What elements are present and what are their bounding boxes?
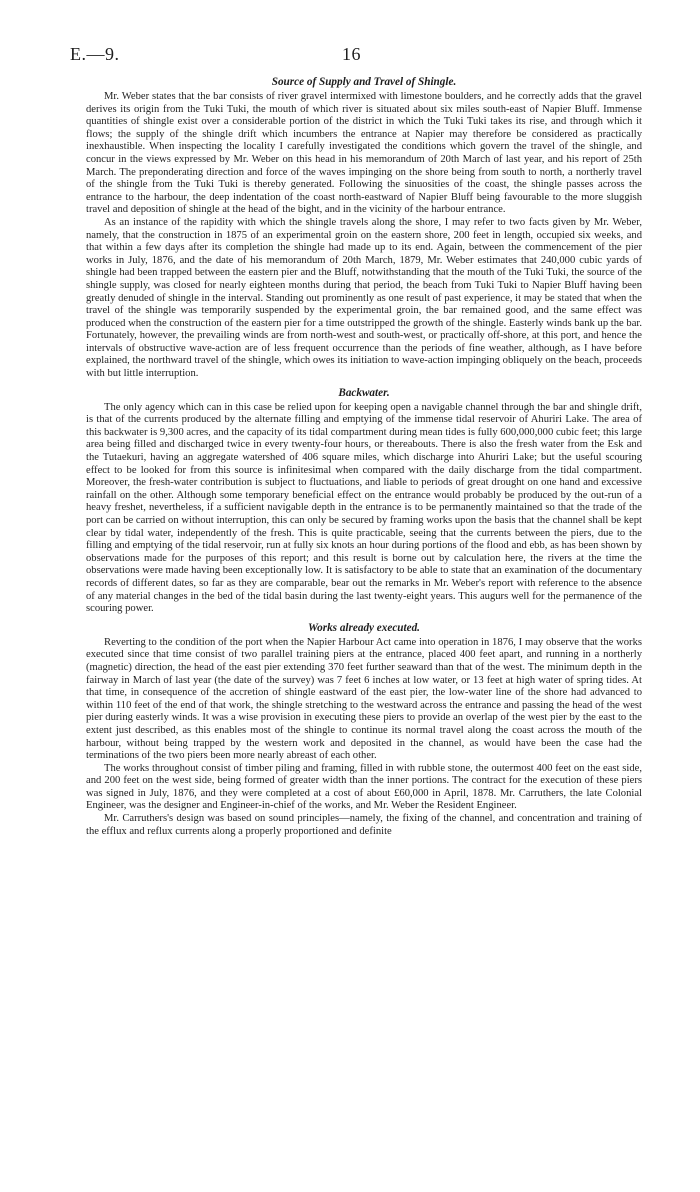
section-heading: Backwater. [338,386,390,399]
page-number: 16 [342,44,361,64]
section-heading: Source of Supply and Travel of Shingle. [271,76,457,88]
body-paragraph: Mr. Carruthers's design was based on sound principles—namely, the fixing of the channel, and concentration and training of the efflux and reflux currents along a properly proportioned and definite [86,813,642,837]
body-paragraph: The only agency which can in this case be relied upon for keeping open a navigable channel through the bar and shingle drift, is that of the currents produced by the alternate filling and emptying of the immense tidal reservoir of Ahuriri Lake. The area of this backwater is 9,300 acres, and the capacity of its tidal compartment during mean tides is fully 600,000,000 cubic feet; this large area being filled and discharged twice in every twenty-four hours, or thereabouts. There is also the fresh water from the Esk and the Tutaekuri, having an aggregate watershed of 406 square miles, which discharge into Ahuriri Lake; but the useful scouring effect to be looked for from this source is infinitesimal when compared with the daily discharge from the tidal compartment. Moreover, the fresh-water contribution is subject to fluctuations, and liable to periods of great drought on one hand and excessive rainfall on the other. Although some temporary beneficial effect on the entrance would probably be produced by the out-run of a heavy freshet, nevertheless, if a sufficient navigable depth in the entrance is to be permanently maintained so that the trade of the port can be carried on without interruption, this can only be secured by framing works upon the basis that the channel shall be kept clear by tidal water, independently of the fresh. This is quite practicable, seeing that the currents between the piers, due to the filling and emptying of the tidal reservoir, run at fully six knots an hour during portions of the flood and ebb, as has been shown by observations made for the purposes of this report; and this result is borne out by calculation here, the rivers at the time the observations were made having been exceptionally low. It is satisfactory to be able to state that an examination of the documentary records of different dates, so far as they are comparable, bear out the remarks in Mr. Weber's report with reference to the absence of any material changes in the bed of the tidal basin during the last twenty-eight years. This augurs well for the permanence of the scouring power. [86,401,642,615]
section-works-executed [86,622,642,839]
body-paragraph: As an instance of the rapidity with which the shingle travels along the shore, I may refer to two facts given by Mr. Weber, namely, that the construction in 1875 of an experimental groin on the eastern shore, 200 feet in length, occupied six weeks, and that within a few days after its completion the shingle had made up to its end. Again, between the commencement of the pier works in July, 1876, and the date of his memorandum of 20th March, 1879, Mr. Weber estimates that 240,000 cubic yards of shingle had been trapped between the eastern pier and the Bluff, notwithstanding that the mouth of the Tuki Tuki, the source of the shingle supply, was closed for nearly eighteen months during that period, the beach from Tuki Tuki to Napier Bluff having been greatly denuded of shingle in the interval. Standing out prominently as one result of past experience, it may be stated that when the travel of the shingle was temporarily suspended by the experimental groin, the bar remained good, and the same effect was produced when the construction of the eastern pier for a time outstripped the growth of the shingle. Easterly winds bank up the bar. Fortunately, however, the prevailing winds are from north-west and south-west, or practically off-shore, at this port, and hence the intervals of obstructive wave-action are of less frequent occurrence than the periods of fine weather, although, as I have before explained, the northward travel of the shingle, which owes its initiation to wave-action impinging obliquely on the beach, proceeds with but little interruption. [86,216,642,380]
document-reference: E.—9. [70,44,120,64]
page-body [86,76,642,838]
section-heading: Works already executed. [308,621,420,634]
body-paragraph: Reverting to the condition of the port when the Napier Harbour Act came into operation in 1876, I may observe that the works executed since that time consist of two parallel training piers at the entrance, placed 400 feet apart, and running in a northerly (magnetic) direction, the head of the east pier extending 370 feet further seaward than that of the west. The minimum depth in the fairway in March of last year (the date of the survey) was 7 feet 6 inches at low water, or 13 feet at high water of spring tides. At that time, in consequence of the accretion of shingle eastward of the east pier, the low-water line of the shore had advanced to within 110 feet of the end of that work, the shingle stretching to the westward across the entrance and passing the head of the west pier during easterly winds. It was a wise provision in executing these piers to provide an overlap of the west pier by the east to the extent just described, as this enables most of the shingle to continue its normal travel along the coast across the mouth of the harbour, without being trapped by the western work and deposited in the channel, as would have been the case had the terminations of the two piers been more nearly abreast of each other. [86,636,642,762]
body-paragraph: Mr. Weber states that the bar consists of river gravel intermixed with limestone boulders, and he correctly adds that the gravel derives its origin from the Tuki Tuki, the mouth of which river is situated about six miles south-east of Napier Bluff. Immense quantities of shingle exist over a considerable portion of the district in which the Tuki Tuki takes its rise, and through which it flows; the supply of the shingle drift which incumbers the entrance at Napier may therefore be considered as practically inexhaustible. When inspecting the locality I carefully investigated the conditions which govern the travel of the shingle, and concur in the views expressed by Mr. Weber on this head in his memorandum of 20th March of last year, and his report of 25th March. The preponderating direction and force of the waves impinging on the shore being from south to north, a northerly travel of the shingle from the Tuki Tuki is thereby generated. Following the sinuosities of the coast, the shingle passes across the entrance to the harbour, the deep indentation of the coast north-eastward of Napier Bluff being favourable to the more sluggish travel and deposition of shingle at the head of the bight, and in the vicinity of the harbour entrance. [86,91,642,216]
running-header [70,44,642,66]
section-source-of-supply [86,76,642,381]
section-backwater [86,387,642,616]
body-paragraph: The works throughout consist of timber piling and framing, filled in with rubble stone, the outermost 400 feet on the east side, and 200 feet on the west side, being formed of greater width than the inner portions. The contract for the execution of these piers was signed in July, 1876, and they were completed at a cost of about £60,000 in April, 1878. Mr. Carruthers, the late Colonial Engineer, was the designer and Engineer-in-chief of the works, and Mr. Weber the Resident Engineer. [86,762,642,812]
